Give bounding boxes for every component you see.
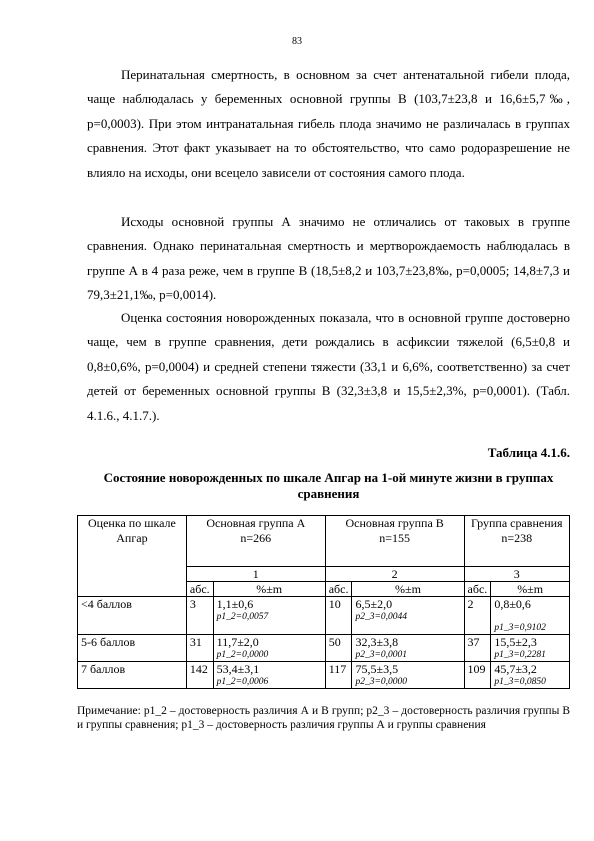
pct-value: 75,5±3,5 [355,662,399,676]
p-value: p1_2=0,0006 [216,677,269,687]
header-group-c [464,516,569,567]
apgar-table [77,515,570,689]
table-row [78,635,570,662]
pct-value: 45,7±3,2 [494,662,537,676]
pct-value: 32,3±3,8 [355,635,399,649]
pct-value: 15,5±2,3 [494,635,537,649]
group-name: Основная группа А [206,516,306,530]
table-label: Таблица 4.1.6. [487,445,570,460]
sub-abs: абс. [464,582,491,597]
cell-pct [213,597,325,635]
p-value: p1_2=0,0057 [216,612,269,622]
paragraph-2 [87,210,570,308]
paragraph-text: Оценка состояния новорожденных показала, что в основной группе достоверно чаще, чем в группе сравнения, дети рождались в асфиксии тяжелой (6,5±0,8 и 0,8±0,6%, р=0,0004) и средней степени тяжести (33,1 и 6,6%, соответственно) за счет детей от беременных основной группы B (32,3±3,8 и 15,5±2,3%, р=0,0001). (Табл. 4.1.6., 4.1.7.). [87,310,570,423]
cell-pct [352,635,464,662]
cell-abs: 142 [186,662,213,689]
group-number: 2 [325,567,464,582]
sub-abs: абс. [186,582,213,597]
paragraph-text: Перинатальная смертность, в основном за счет антенатальной гибели плода, чаще наблюдалась у беременных основной группы B (103,7±23,8 и 16,6±5,7‰, р=0,0003). При этом интранатальная гибель плода значимо не различалась в группах сравнения. Этот факт указывает на то обстоятельство, что само родоразрешение не влияло на исходы, они всецело зависели от состояния самого плода. [87,67,570,180]
header-apgar: Оценка по шкале Апгар [78,516,187,597]
cell-abs: 31 [186,635,213,662]
group-number: 1 [186,567,325,582]
group-n: n=238 [501,530,533,545]
p-value: p2_3=0,0000 [355,677,408,687]
sub-pct: %±m [491,582,570,597]
p-value: p1_3=0,2281 [494,650,546,660]
cell-abs: 50 [325,635,352,662]
group-n: n=266 [240,530,272,545]
table-row [78,597,570,635]
table-row [78,662,570,689]
p-value: p1_2=0,0000 [216,650,269,660]
row-label: 5-6 баллов [78,635,187,662]
p-value: p2_3=0,0044 [355,612,408,622]
pct-value: 0,8±0,6 [494,597,531,611]
group-name: Группа сравнения [470,516,563,530]
row-label: 7 баллов [78,662,187,689]
row-label: <4 баллов [78,597,187,635]
sub-pct: %±m [352,582,464,597]
group-name: Основная группа B [345,516,444,530]
table-title: Состояние новорожденных по шкале Апгар на 1-ой минуте жизни в группах сравнения [103,470,554,501]
group-n: n=155 [379,530,411,545]
paragraph-3 [87,306,570,428]
header-group-b [325,516,464,567]
cell-pct [491,662,570,689]
cell-abs: 117 [325,662,352,689]
cell-abs: 109 [464,662,491,689]
cell-abs: 2 [464,597,491,635]
pct-value: 11,7±2,0 [216,635,259,649]
p-value: p1_3=0,0850 [494,677,546,687]
cell-abs: 37 [464,635,491,662]
table-header-row [78,516,570,567]
group-number: 3 [464,567,569,582]
page-number: 83 [292,36,302,47]
pct-value: 1,1±0,6 [216,597,254,611]
cell-pct [491,597,570,635]
cell-abs: 10 [325,597,352,635]
table-note: Примечание: p1_2 – достоверность различия А и В групп; p2_3 – достоверность различия группы В и группы сравнения; p1_3 – достоверность различия группы А и группы сравнения [77,705,570,731]
cell-pct [491,635,570,662]
p-value: p2_3=0,0001 [355,650,408,660]
sub-abs: абс. [325,582,352,597]
p-value: p1_3=0,9102 [494,623,546,633]
cell-pct [213,635,325,662]
pct-value: 53,4±3,1 [216,662,260,676]
paragraph-text: Исходы основной группы А значимо не отличались от таковых в группе сравнения. Однако перинатальная смертность и мертворождаемость наблюдалась в группе А в 4 раза реже, чем в группе В (18,5±8,2 и 103,7±23,8‰, р=0,0005; 14,8±7,3 и 79,3±21,1‰, р=0,0014). [87,214,570,303]
header-group-a [186,516,325,567]
cell-pct [352,597,464,635]
cell-pct [213,662,325,689]
cell-pct [352,662,464,689]
paragraph-1 [87,63,570,185]
pct-value: 6,5±2,0 [355,597,393,611]
sub-pct: %±m [213,582,325,597]
cell-abs: 3 [186,597,213,635]
